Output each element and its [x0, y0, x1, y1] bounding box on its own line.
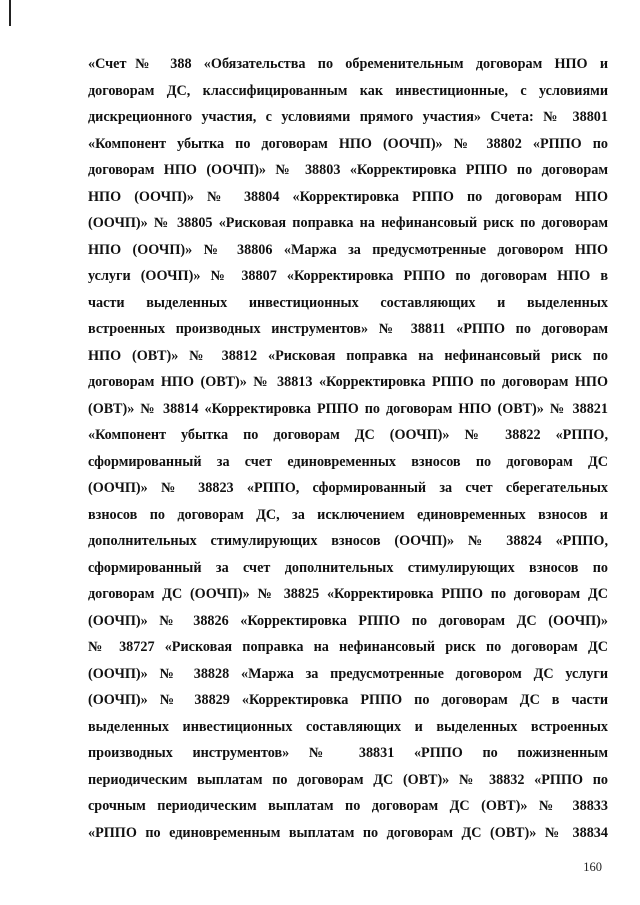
- text-line: услуги (ООЧП)» № 38807 «Корректировка РППО по договорам НПО в: [88, 268, 608, 284]
- text-line: выделенных инвестиционных составляющих и выделенных встроенных: [88, 718, 608, 735]
- text-line: НПО (ООЧП)» № 38806 «Маржа за предусмотренные договором НПО: [88, 241, 608, 258]
- text-line: (ООЧП)» № 38828 «Маржа за предусмотренные договором ДС услуги: [88, 665, 608, 682]
- text-line: дополнительных стимулирующих взносов (ООЧП)» № 38824 «РППО,: [88, 533, 608, 549]
- text-line: НПО (ООЧП)» № 38804 «Корректировка РППО по договорам НПО: [88, 188, 608, 205]
- text-line: (ОВТ)» № 38814 «Корректировка РППО по договорам НПО (ОВТ)» № 38821: [88, 400, 608, 417]
- text-line: «РППО по единовременным выплатам по договорам ДС (ОВТ)» № 38834: [88, 824, 608, 841]
- scan-edge-mark: [9, 0, 11, 26]
- text-line: взносов по договорам ДС, за исключением единовременных взносов и: [88, 506, 608, 523]
- text-line: «Компонент убытка по договорам ДС (ООЧП)» № 38822 «РППО,: [88, 427, 608, 443]
- text-line: договорам НПО (ООЧП)» № 38803 «Корректировка РППО по договорам: [88, 162, 608, 178]
- text-line: производных инструментов» № 38831 «РППО по пожизненным: [88, 745, 608, 761]
- text-line: «Счет№ 388 «Обязательства по обременительным договорам НПО и: [88, 56, 608, 72]
- page-number: 160: [583, 860, 602, 874]
- text-line: (ООЧП)» № 38826 «Корректировка РППО по договорам ДС (ООЧП)»: [88, 612, 608, 629]
- text-line: встроенных производных инструментов» № 38811 «РППО по договорам: [88, 321, 608, 337]
- text-line: НПО (ОВТ)» № 38812 «Рисковая поправка на нефинансовый риск по: [88, 347, 608, 364]
- body-text: [88, 51, 608, 846]
- text-line: договорам ДС, классифицированным как инвестиционные, с условиями: [88, 82, 608, 99]
- text-line: (ООЧП)» № 38805 «Рисковая поправка на нефинансовый риск по договорам: [88, 215, 608, 231]
- text-line: периодическим выплатам по договорам ДС (ОВТ)» № 38832 «РППО по: [88, 771, 608, 788]
- text-line: договорам НПО (ОВТ)» № 38813 «Корректировка РППО по договорам НПО: [88, 374, 608, 390]
- text-line: (ООЧП)» № 38823 «РППО, сформированный за счет сберегательных: [88, 480, 608, 496]
- text-line: «Компонент убытка по договорам НПО (ООЧП)» № 38802 «РППО по: [88, 135, 608, 152]
- text-line: срочным периодическим выплатам по договорам ДС (ОВТ)» № 38833: [88, 798, 608, 814]
- text-line: дискреционного участия, с условиями прямого участия» Счета: № 38801: [88, 109, 608, 125]
- text-line: сформированный за счет единовременных взносов по договорам ДС: [88, 453, 608, 470]
- text-line: (ООЧП)» № 38829 «Корректировка РППО по договорам ДС в части: [88, 692, 608, 708]
- text-line: № 38727 «Рисковая поправка на нефинансовый риск по договорам ДС: [88, 639, 608, 655]
- text-line: части выделенных инвестиционных составляющих и выделенных: [88, 294, 608, 311]
- text-line: сформированный за счет дополнительных стимулирующих взносов по: [88, 559, 608, 576]
- text-line: договорам ДС (ООЧП)» № 38825 «Корректировка РППО по договорам ДС: [88, 586, 608, 602]
